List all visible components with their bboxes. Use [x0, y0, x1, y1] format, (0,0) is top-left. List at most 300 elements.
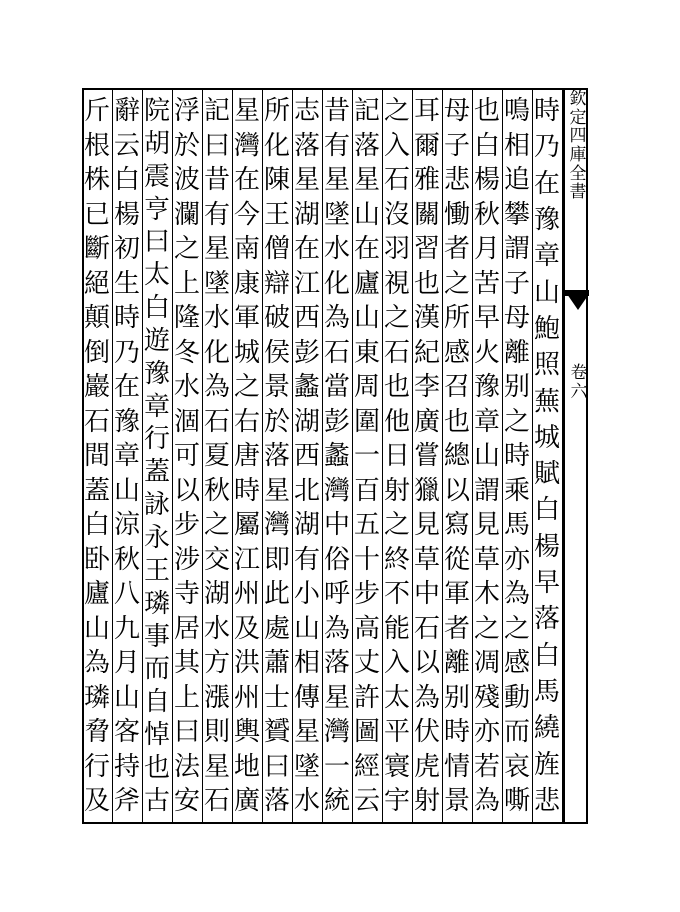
- glyph: 斷: [83, 234, 110, 264]
- glyph: 州: [233, 579, 260, 609]
- glyph: 悼: [143, 720, 170, 751]
- glyph: 墜: [293, 751, 320, 782]
- glyph: 斧: [113, 786, 140, 816]
- glyph: 也: [383, 372, 410, 402]
- glyph: 蠡: [293, 372, 320, 402]
- glyph: 白: [533, 495, 560, 526]
- glyph: 生: [113, 268, 140, 299]
- glyph: 湖: [293, 199, 320, 230]
- glyph: 豫: [533, 204, 560, 235]
- glyph: 紀: [413, 337, 440, 368]
- glyph: 今: [233, 199, 260, 230]
- glyph: 院: [143, 96, 170, 126]
- glyph: 星: [323, 682, 350, 713]
- glyph: 白: [83, 510, 110, 540]
- glyph: 之: [383, 96, 410, 126]
- glyph: 璘: [143, 588, 170, 619]
- glyph: 章: [113, 441, 140, 471]
- glyph: 情: [443, 751, 470, 782]
- glyph: 士: [263, 682, 290, 713]
- glyph: 初: [113, 234, 140, 264]
- glyph: 圍: [353, 406, 380, 437]
- glyph: 獵: [413, 475, 440, 506]
- glyph: 巖: [83, 372, 110, 402]
- glyph: 灣: [263, 510, 290, 540]
- glyph: 西: [293, 441, 320, 471]
- glyph: 秋: [113, 544, 140, 575]
- glyph: 六: [570, 381, 588, 402]
- glyph: 耳: [413, 96, 440, 126]
- glyph: 呼: [323, 579, 350, 609]
- glyph: 根: [83, 130, 110, 161]
- glyph: 賦: [533, 459, 560, 490]
- glyph: 廬: [353, 268, 380, 299]
- glyph: 楊: [473, 165, 500, 195]
- glyph: 圖: [353, 717, 380, 747]
- glyph: 昔: [323, 96, 350, 126]
- glyph: 之: [203, 510, 230, 540]
- glyph: 可: [173, 441, 200, 471]
- glyph: 湖: [293, 406, 320, 437]
- glyph: 曰: [203, 130, 230, 161]
- volume-label: [569, 364, 589, 401]
- glyph: 破: [263, 303, 290, 333]
- glyph: 山: [293, 613, 320, 644]
- glyph: 凋: [473, 648, 500, 678]
- glyph: 以: [413, 648, 440, 678]
- glyph: 百: [353, 475, 380, 506]
- glyph: 時: [233, 475, 260, 506]
- glyph: 秋: [203, 475, 230, 506]
- glyph: 之: [443, 268, 470, 299]
- glyph: 廣: [413, 406, 440, 437]
- glyph: 廬: [83, 579, 110, 609]
- glyph: 蕭: [263, 648, 290, 678]
- glyph: 旌: [533, 749, 560, 780]
- glyph: 涉: [173, 544, 200, 575]
- glyph: 為: [473, 786, 500, 816]
- glyph: 彭: [293, 337, 320, 368]
- glyph: 處: [263, 613, 290, 644]
- glyph: 則: [203, 717, 230, 747]
- glyph: 謂: [503, 234, 530, 264]
- glyph: 在: [113, 372, 140, 402]
- glyph: 在: [353, 234, 380, 264]
- glyph: 州: [233, 682, 260, 713]
- glyph: 間: [83, 441, 110, 471]
- glyph: 及: [233, 613, 260, 644]
- glyph: 卧: [83, 544, 110, 575]
- glyph: 王: [143, 555, 170, 586]
- glyph: 曰: [143, 227, 170, 258]
- glyph: 星: [203, 751, 230, 782]
- glyph: 冬: [173, 337, 200, 368]
- glyph: 沒: [383, 199, 410, 230]
- glyph: 相: [293, 648, 320, 678]
- glyph: 化: [323, 268, 350, 299]
- glyph: 落: [323, 648, 350, 678]
- glyph: 上: [173, 682, 200, 713]
- glyph: 浮: [173, 96, 200, 126]
- glyph: 震: [143, 161, 170, 192]
- glyph: 楊: [113, 199, 140, 230]
- glyph: 昔: [203, 165, 230, 195]
- glyph: 江: [293, 268, 320, 299]
- glyph: 寰: [383, 751, 410, 782]
- glyph: 召: [443, 372, 470, 402]
- glyph: 之: [233, 372, 260, 402]
- glyph: 石: [83, 406, 110, 437]
- glyph: 涸: [173, 406, 200, 437]
- fishtail-mark: [567, 294, 589, 310]
- glyph: 景: [443, 786, 470, 816]
- glyph: 動: [503, 682, 530, 713]
- glyph: 贇: [263, 717, 290, 747]
- glyph: 方: [203, 648, 230, 678]
- glyph: 攀: [503, 199, 530, 230]
- glyph: 謂: [473, 475, 500, 506]
- glyph: 蕪: [533, 386, 560, 417]
- glyph: 母: [443, 96, 470, 126]
- glyph: 豫: [473, 372, 500, 402]
- glyph: 視: [383, 268, 410, 299]
- glyph: 悲: [443, 165, 470, 195]
- glyph: 湖: [203, 579, 230, 609]
- glyph: 草: [473, 544, 500, 575]
- glyph: 漲: [203, 682, 230, 713]
- glyph: 定: [569, 107, 587, 128]
- glyph: 為: [203, 372, 230, 402]
- glyph: 周: [353, 372, 380, 402]
- glyph: 步: [353, 579, 380, 609]
- glyph: 水: [203, 613, 230, 644]
- glyph: 時: [113, 303, 140, 333]
- glyph: 灣: [323, 717, 350, 747]
- glyph: 山: [533, 277, 560, 308]
- glyph: 章: [473, 406, 500, 437]
- glyph: 經: [353, 751, 380, 782]
- glyph: 白: [533, 640, 560, 671]
- glyph: 之: [383, 303, 410, 333]
- glyph: 水: [293, 786, 320, 816]
- glyph: 豫: [113, 406, 140, 437]
- glyph: 有: [323, 130, 350, 161]
- glyph: 虎: [413, 751, 440, 782]
- glyph: 蓋: [83, 475, 110, 506]
- glyph: 見: [413, 510, 440, 540]
- glyph: 自: [143, 687, 170, 718]
- glyph: 别: [443, 682, 470, 713]
- glyph: 落: [533, 604, 560, 635]
- glyph: 白: [113, 165, 140, 195]
- glyph: 子: [443, 130, 470, 161]
- glyph: 已: [83, 199, 110, 230]
- glyph: 倒: [83, 337, 110, 368]
- glyph: 之: [503, 613, 530, 644]
- glyph: 之: [383, 510, 410, 540]
- glyph: 洪: [233, 648, 260, 678]
- glyph: 悲: [533, 785, 560, 816]
- glyph: 行: [83, 751, 110, 782]
- glyph: 寫: [443, 510, 470, 540]
- glyph: 辯: [263, 268, 290, 299]
- glyph: 許: [353, 682, 380, 713]
- glyph: 右: [233, 406, 260, 437]
- glyph: 古: [143, 785, 170, 816]
- glyph: 軍: [233, 303, 260, 333]
- glyph: 曰: [263, 751, 290, 782]
- glyph: 絕: [83, 268, 110, 299]
- glyph: 永: [143, 522, 170, 553]
- glyph: 石: [323, 337, 350, 368]
- glyph: 能: [383, 613, 410, 644]
- glyph: 山: [353, 199, 380, 230]
- glyph: 别: [503, 372, 530, 402]
- glyph: 之: [503, 406, 530, 437]
- glyph: 在: [293, 234, 320, 264]
- glyph: 時: [533, 96, 560, 126]
- glyph: 亦: [503, 544, 530, 575]
- glyph: 入: [383, 648, 410, 678]
- glyph: 鮑: [533, 313, 560, 344]
- glyph: 他: [383, 406, 410, 437]
- glyph: 九: [113, 613, 140, 644]
- glyph: 入: [383, 130, 410, 161]
- glyph: 波: [173, 165, 200, 195]
- glyph: 石: [383, 165, 410, 195]
- glyph: 中: [323, 510, 350, 540]
- glyph: 乃: [533, 132, 560, 163]
- glyph: 廣: [233, 786, 260, 816]
- glyph: 璘: [83, 682, 110, 713]
- glyph: 地: [233, 751, 260, 782]
- glyph: 傳: [293, 682, 320, 713]
- glyph: 十: [353, 544, 380, 575]
- glyph: 射: [413, 786, 440, 816]
- glyph: 五: [353, 510, 380, 540]
- glyph: 小: [293, 579, 320, 609]
- glyph: 行: [143, 424, 170, 455]
- glyph: 水: [203, 303, 230, 333]
- glyph: 白: [143, 293, 170, 324]
- glyph: 白: [473, 130, 500, 161]
- glyph: 關: [413, 199, 440, 230]
- glyph: 城: [233, 337, 260, 368]
- glyph: 記: [203, 96, 230, 126]
- glyph: 山: [353, 303, 380, 333]
- glyph: 者: [443, 234, 470, 264]
- glyph: 石: [383, 337, 410, 368]
- glyph: 殘: [473, 682, 500, 713]
- glyph: 射: [383, 475, 410, 506]
- glyph: 城: [533, 422, 560, 453]
- glyph: 居: [173, 613, 200, 644]
- glyph: 此: [263, 579, 290, 609]
- glyph: 乘: [503, 475, 530, 506]
- glyph: 離: [503, 337, 530, 368]
- glyph: 彭: [323, 406, 350, 437]
- glyph: 而: [143, 654, 170, 685]
- glyph: 月: [113, 648, 140, 678]
- glyph: 也: [443, 406, 470, 437]
- glyph: 全: [569, 163, 587, 184]
- glyph: 而: [503, 717, 530, 747]
- glyph: 交: [203, 544, 230, 575]
- glyph: 為: [503, 579, 530, 609]
- glyph: 哀: [503, 751, 530, 782]
- glyph: 云: [113, 130, 140, 161]
- glyph: 秋: [473, 199, 500, 230]
- glyph: 水: [173, 372, 200, 402]
- glyph: 石: [203, 786, 230, 816]
- glyph: 嘗: [413, 441, 440, 471]
- glyph: 斤: [83, 96, 110, 126]
- glyph: 星: [263, 475, 290, 506]
- glyph: 落: [293, 130, 320, 161]
- glyph: 之: [473, 613, 500, 644]
- glyph: 客: [113, 717, 140, 747]
- glyph: 於: [263, 406, 290, 437]
- glyph: 丈: [353, 648, 380, 678]
- glyph: 蠡: [323, 441, 350, 471]
- glyph: 中: [413, 579, 440, 609]
- glyph: 乃: [113, 337, 140, 368]
- glyph: 在: [233, 165, 260, 195]
- glyph: 安: [173, 786, 200, 816]
- glyph: 感: [503, 648, 530, 678]
- glyph: 木: [473, 579, 500, 609]
- glyph: 蓋: [143, 457, 170, 488]
- glyph: 星: [323, 165, 350, 195]
- glyph: 之: [173, 234, 200, 264]
- glyph: 母: [503, 303, 530, 333]
- glyph: 落: [263, 441, 290, 471]
- glyph: 草: [413, 544, 440, 575]
- glyph: 持: [113, 751, 140, 782]
- glyph: 也: [143, 752, 170, 783]
- glyph: 以: [173, 475, 200, 506]
- glyph: 山: [473, 441, 500, 471]
- glyph: 鳴: [503, 96, 530, 126]
- glyph: 脅: [83, 717, 110, 747]
- glyph: 墜: [203, 268, 230, 299]
- glyph: 月: [473, 234, 500, 264]
- glyph: 苦: [473, 268, 500, 299]
- text-column-16: [75, 98, 119, 818]
- glyph: 從: [443, 544, 470, 575]
- glyph: 時: [443, 717, 470, 747]
- glyph: 為: [323, 613, 350, 644]
- glyph: 軍: [443, 579, 470, 609]
- glyph: 嘶: [503, 786, 530, 816]
- glyph: 卷: [570, 363, 588, 383]
- glyph: 屬: [233, 510, 260, 540]
- glyph: 總: [443, 441, 470, 471]
- glyph: 早: [533, 568, 560, 599]
- glyph: 太: [143, 260, 170, 291]
- glyph: 照: [533, 350, 560, 381]
- glyph: 也: [473, 96, 500, 126]
- glyph: 法: [173, 751, 200, 782]
- glyph: 子: [503, 268, 530, 299]
- glyph: 辭: [113, 96, 140, 126]
- glyph: 輿: [233, 717, 260, 747]
- glyph: 俗: [323, 544, 350, 575]
- glyph: 水: [323, 234, 350, 264]
- glyph: 東: [353, 337, 380, 368]
- glyph: 欽: [569, 89, 587, 109]
- glyph: 於: [173, 130, 200, 161]
- glyph: 曰: [173, 717, 200, 747]
- glyph: 侯: [263, 337, 290, 368]
- glyph: 統: [323, 786, 350, 816]
- glyph: 景: [263, 372, 290, 402]
- glyph: 亦: [473, 717, 500, 747]
- glyph: 墜: [323, 199, 350, 230]
- glyph: 為: [83, 648, 110, 678]
- glyph: 在: [533, 168, 560, 199]
- glyph: 上: [173, 268, 200, 299]
- glyph: 若: [473, 751, 500, 782]
- glyph: 落: [353, 130, 380, 161]
- glyph: 所: [263, 96, 290, 126]
- glyph: 有: [203, 199, 230, 230]
- glyph: 慟: [443, 199, 470, 230]
- glyph: 早: [473, 303, 500, 333]
- glyph: 陳: [263, 165, 290, 195]
- glyph: 星: [353, 165, 380, 195]
- glyph: 見: [473, 510, 500, 540]
- glyph: 志: [293, 96, 320, 126]
- glyph: 僧: [263, 234, 290, 264]
- glyph: 馬: [503, 510, 530, 540]
- glyph: 日: [383, 441, 410, 471]
- glyph: 王: [263, 199, 290, 230]
- glyph: 相: [503, 130, 530, 161]
- glyph: 終: [383, 544, 410, 575]
- glyph: 追: [503, 165, 530, 195]
- glyph: 為: [323, 303, 350, 333]
- glyph: 當: [323, 372, 350, 402]
- glyph: 西: [293, 303, 320, 333]
- glyph: 習: [413, 234, 440, 264]
- glyph: 石: [413, 613, 440, 644]
- glyph: 李: [413, 372, 440, 402]
- glyph: 湖: [293, 510, 320, 540]
- glyph: 山: [83, 613, 110, 644]
- glyph: 灣: [323, 475, 350, 506]
- glyph: 庫: [569, 145, 587, 166]
- glyph: 書: [569, 182, 587, 203]
- glyph: 四: [569, 126, 587, 147]
- glyph: 所: [443, 303, 470, 333]
- glyph: 一: [323, 751, 350, 782]
- glyph: 雅: [413, 165, 440, 195]
- glyph: 繞: [533, 713, 560, 744]
- glyph: 以: [443, 475, 470, 506]
- glyph: 火: [473, 337, 500, 368]
- glyph: 涼: [113, 510, 140, 540]
- glyph: 章: [533, 241, 560, 272]
- glyph: 南: [233, 234, 260, 264]
- glyph: 有: [293, 544, 320, 575]
- glyph: 爾: [413, 130, 440, 161]
- glyph: 羽: [383, 234, 410, 264]
- glyph: 唐: [233, 441, 260, 471]
- glyph: 者: [443, 613, 470, 644]
- glyph: 感: [443, 337, 470, 368]
- glyph: 康: [233, 268, 260, 299]
